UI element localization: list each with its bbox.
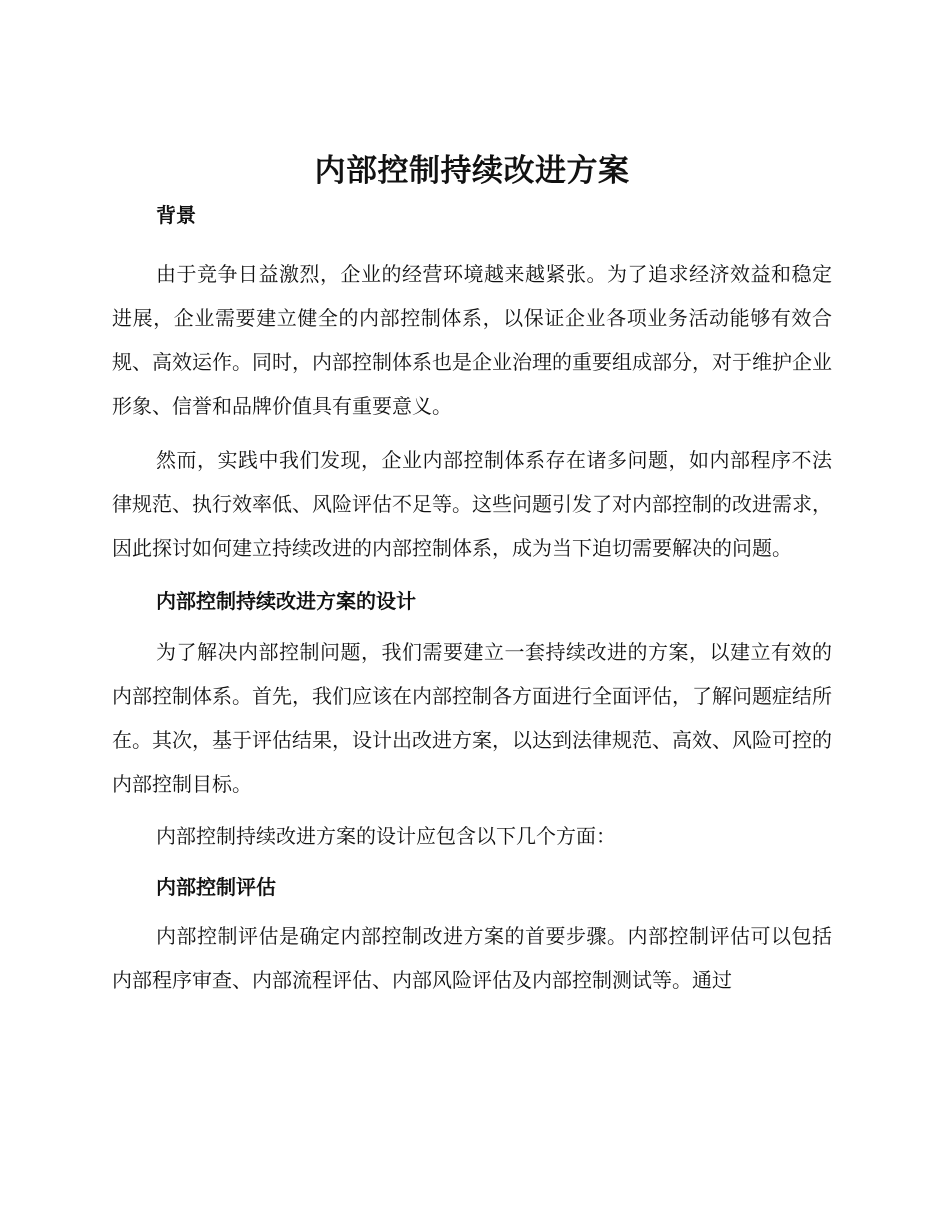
paragraph: 然而，实践中我们发现，企业内部控制体系存在诸多问题，如内部程序不法律规范、执行效率低、风险评估不足等。这些问题引发了对内部控制的改进需求，因此探讨如何建立持续改进的内部控制体系，成为当下迫切需要解决的问题。 <box>112 448 832 560</box>
document-title: 内部控制持续改进方案 <box>314 153 630 189</box>
document-page <box>112 148 832 1002</box>
paragraph: 为了解决内部控制问题，我们需要建立一套持续改进的方案，以建立有效的内部控制体系。首先，我们应该在内部控制各方面进行全面评估，了解问题症结所在。其次，基于评估结果，设计出改进方案，以达到法律规范、高效、风险可控的内部控制目标。 <box>112 640 832 796</box>
paragraph: 内部控制持续改进方案的设计应包含以下几个方面： <box>156 824 616 848</box>
section-heading-background: 背景 <box>156 203 196 227</box>
paragraph: 由于竞争日益激烈，企业的经营环境越来越紧张。为了追求经济效益和稳定进展，企业需要建立健全的内部控制体系，以保证企业各项业务活动能够有效合规、高效运作。同时，内部控制体系也是企业治理的重要组成部分，对于维护企业形象、信誉和品牌价值具有重要意义。 <box>112 262 832 418</box>
paragraph: 内部控制评估是确定内部控制改进方案的首要步骤。内部控制评估可以包括内部程序审查、内部流程评估、内部风险评估及内部控制测试等。通过 <box>112 924 832 992</box>
section-heading-assessment: 内部控制评估 <box>156 875 276 899</box>
section-heading-design: 内部控制持续改进方案的设计 <box>156 589 416 613</box>
